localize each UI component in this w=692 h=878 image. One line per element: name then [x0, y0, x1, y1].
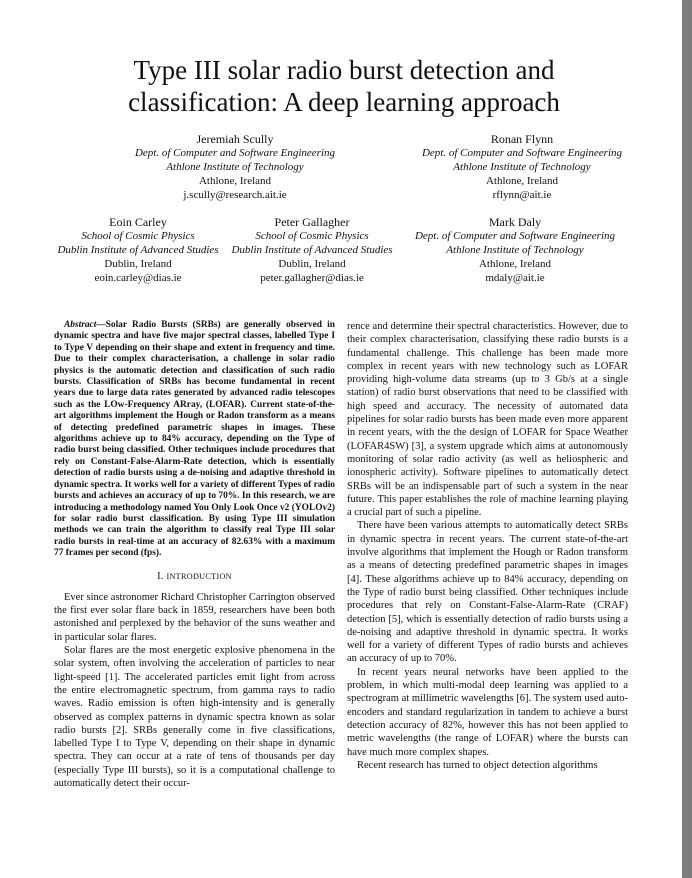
- section-title: INTRODUCTION: [166, 571, 232, 581]
- author-email: rflynn@ait.ie: [492, 189, 552, 201]
- author-name: Peter Gallagher: [274, 215, 350, 229]
- paragraph: Recent research has turned to object detection algorithms: [357, 759, 598, 771]
- author-institution: Dublin Institute of Advanced Studies: [231, 244, 393, 256]
- author-dept: Dept. of Computer and Software Engineering: [414, 230, 616, 242]
- author-dept: Dept. of Computer and Software Engineering: [421, 147, 623, 159]
- author-block: [415, 132, 629, 202]
- paragraph: In recent years neural networks have been applied to the problem, in which multi-modal deep learning was applied to a spectrogram at millimetric wavelengths [6]. The system used auto-encoders and standard regularization in tandem to achieve a burst detection accuracy of 82%, however this has not been applied to metric wavelengths (the range of LOFAR) where the bursts can have much more complex shapes.: [347, 666, 628, 758]
- paragraph: Solar flares are the most energetic explosive phenomena in the solar system, often involving the acceleration of particles to near light-speed [1]. The accelerated particles emit light from across the entire electromagnetic spectrum, from gamma rays to radio waves. Radio emission is often high-intensity and is generally observed as complex patterns in dynamic spectra known as solar radio bursts [2]. SRBs generally come in five classifications, labelled Type I to Type V, depending on their shape in dynamic spectra. They can occur at a rate of tens of thousands per day (especially Type III bursts), so it is a computational challenge to automatically detect their occur-: [54, 645, 335, 789]
- title-line: Type III solar radio burst detection and: [133, 55, 555, 85]
- author-email: j.scully@research.ait.ie: [183, 189, 287, 201]
- abstract-text: —Solar Radio Bursts (SRBs) are generally observed in dynamic spectra and have five major spectral classes, labelled Type I to Type V depending on their shape and extent in frequency and time. Due to their complex characterisation, a challenge in solar radio physics is the automatic detection and classification of such radio bursts. Classification of SRBs has become fundamental in recent years due to large data rates generated by advanced radio telescopes such as the LOw-Frequency ARray, (LOFAR). Current state-of-the-art algorithms implement the Hough or Radon transform as a means of detecting predefined parametric shapes in images. These algorithms achieve up to 84% accuracy, depending on the Type of radio burst being classified. Other techniques include procedures that rely on Constant-False-Alarm-Rate detection, which is essentially detection of radio bursts using a de-noising and adaptive threshold in dynamic spectra. It works well for a variety of different Types of radio bursts and achieves an accuracy of up to 70%. In this research, we are introducing a methodology named You Only Look Once v2 (YOLOv2) for solar radio burst classification. By using Type III simulation methods we can train the algorithm to classify real Type III solar radio bursts in real-time at an accuracy of 82.63% with a maximum 77 frames per second (fps).: [54, 320, 335, 559]
- author-institution: Athlone Institute of Technology: [446, 244, 584, 256]
- author-location: Athlone, Ireland: [478, 258, 552, 270]
- author-dept: School of Cosmic Physics: [81, 230, 195, 242]
- section-heading: [54, 570, 335, 583]
- author-dept: School of Cosmic Physics: [255, 230, 369, 242]
- author-block: [54, 215, 222, 285]
- author-email: peter.gallagher@dias.ie: [260, 272, 364, 284]
- paragraph: rence and determine their spectral characteristics. However, due to their complex characterisation, classifying these radio bursts is a fundamental challenge. This challenge has been made more complex in recent years with new technology such as LOFAR providing high-volume data streams (up to 3 Gb/s at a single station) of radio burst observations that need to be classified with high speed and accuracy. The necessity of automated data pipelines for solar radio bursts has been made even more apparent in recent years, with the the design of LOFAR for Space Weather (LOFAR4SW) [3], a system upgrade which aims at autonomously monitoring of solar radio activity (as well as heliospheric and ionospheric activity). Software pipelines to automatically detect SRBs will be an indispensable part of such a system in the near future. This paper establishes the role of machine learning playing a crucial part of such a pipeline.: [347, 321, 628, 519]
- author-name: Jeremiah Scully: [196, 132, 274, 146]
- author-name: Mark Daly: [488, 215, 542, 229]
- author-location: Athlone, Ireland: [198, 175, 272, 187]
- author-name: Eoin Carley: [109, 215, 167, 229]
- viewer-edge: [682, 0, 692, 878]
- right-column: [347, 320, 628, 772]
- author-email: eoin.carley@dias.ie: [94, 272, 182, 284]
- author-location: Athlone, Ireland: [485, 175, 559, 187]
- author-block: [408, 215, 622, 285]
- author-name: Ronan Flynn: [490, 132, 554, 146]
- author-block: [130, 132, 340, 202]
- author-location: Dublin, Ireland: [104, 258, 172, 270]
- author-block: [228, 215, 396, 285]
- section-number: I.: [157, 570, 164, 582]
- author-email: mdaly@ait.ie: [485, 272, 545, 284]
- paragraph: Ever since astronomer Richard Christopher Carrington observed the first ever solar flare back in 1859, researchers have been both astonished and perplexed by the behavior of the suns weather and in particular solar flares.: [54, 591, 335, 643]
- title-line: classification: A deep learning approach: [128, 87, 560, 117]
- author-institution: Athlone Institute of Technology: [166, 161, 304, 173]
- author-institution: Dublin Institute of Advanced Studies: [57, 244, 219, 256]
- abstract-label: Abstract: [64, 320, 97, 330]
- paper-title: [40, 54, 648, 118]
- left-column: [54, 320, 335, 790]
- author-location: Dublin, Ireland: [278, 258, 346, 270]
- abstract: [54, 320, 335, 560]
- author-institution: Athlone Institute of Technology: [453, 161, 591, 173]
- author-dept: Dept. of Computer and Software Engineering: [134, 147, 336, 159]
- paragraph: There have been various attempts to automatically detect SRBs in dynamic spectra in recent years. The current state-of-the-art involve algorithms that implement the Hough or Radon transform as a means of detecting predefined parametric shapes in images [4]. These algorithms achieve up to 84% accuracy, depending on the Type of radio burst being classified. Other techniques include procedures that rely on Constant-False-Alarm-Rate (CRAF) detection [5], which is essentially detection of radio bursts using a de-noising and adaptive threshold in dynamic spectra. It works well for a variety of different Types of radio bursts and achieves an accuracy of up to 70%.: [347, 520, 628, 665]
